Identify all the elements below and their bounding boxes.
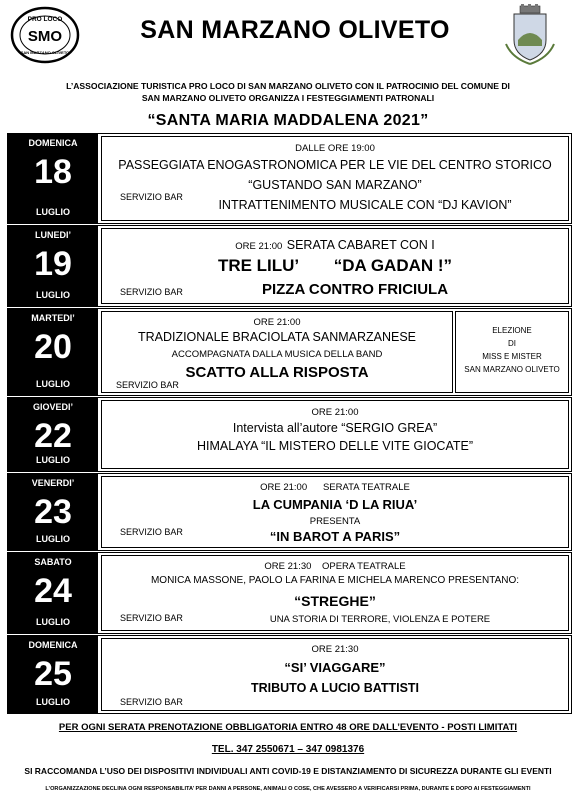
town-crest-icon	[504, 4, 556, 66]
disclaimer: L’ORGANIZZAZIONE DECLINA OGNI RESPONSABILITA’ PER DANNI A PERSONE, ANIMALI O COSE, CHE AVESSERO A VERIFICARSI PRIMA, DURANTE E DOPO AI FESTEGGIAMENTI	[45, 786, 531, 792]
event-title: “SANTA MARIA MADDALENA 2021”	[147, 112, 429, 129]
weekday: DOMENICA	[28, 640, 78, 650]
intro-line-1: L’ASSOCIAZIONE TURISTICA PRO LOCO DI SAN MARZANO OLIVETO CON IL PATROCINIO DEL COMUNE DI	[66, 81, 510, 91]
date-block	[8, 309, 98, 395]
logo-bottom-text: SAN MARZANO OLIVETO	[20, 50, 70, 55]
event-headline	[102, 236, 568, 254]
day-number: 25	[34, 655, 72, 693]
event-row-19	[7, 225, 572, 307]
event-card	[101, 311, 453, 393]
event-headline	[102, 256, 568, 276]
event-row-22	[7, 397, 572, 472]
event-time: ORE 21:00 SERATA TEATRALE	[260, 482, 410, 493]
event-row-20	[7, 308, 572, 396]
date-block	[8, 226, 98, 306]
bar-service: SERVIZIO BAR	[120, 287, 183, 297]
page-title: SAN MARZANO OLIVETO	[140, 16, 450, 44]
side-line: ELEZIONE	[492, 326, 532, 335]
day-number: 24	[34, 572, 72, 610]
side-event-card	[455, 311, 569, 393]
bar-service: SERVIZIO BAR	[120, 613, 183, 623]
event-time: DALLE ORE 19:00	[295, 143, 375, 154]
event-card	[101, 476, 569, 548]
day-number: 22	[34, 417, 72, 455]
date-block	[8, 398, 98, 471]
bar-service: SERVIZIO BAR	[120, 697, 183, 707]
event-card	[101, 136, 569, 221]
month: LUGLIO	[36, 697, 70, 707]
date-block	[8, 474, 98, 550]
day-number: 19	[34, 245, 72, 283]
side-line: MISS E MISTER	[482, 352, 542, 361]
side-line: SAN MARZANO OLIVETO	[464, 365, 560, 374]
event-line: HIMALAYA “IL MISTERO DELLE VITE GIOCATE”	[197, 439, 473, 453]
event-line: “GUSTANDO SAN MARZANO”	[248, 178, 422, 192]
month: LUGLIO	[36, 617, 70, 627]
weekday: VENERDI’	[31, 478, 75, 488]
day-number: 18	[34, 153, 72, 191]
event-line: TRIBUTO A LUCIO BATTISTI	[250, 681, 420, 695]
event-card	[101, 228, 569, 304]
event-time: ORE 21:00	[311, 407, 359, 418]
event-time: ORE 21:30 OPERA TEATRALE	[264, 561, 406, 572]
weekday: GIOVEDI’	[32, 402, 73, 412]
event-card	[101, 555, 569, 631]
event-line: PRESENTA	[309, 516, 361, 527]
bar-service: SERVIZIO BAR	[120, 527, 183, 537]
day-number: 23	[34, 493, 72, 531]
event-line: Intervista all’autore “SERGIO GREA”	[232, 421, 438, 435]
event-card	[101, 400, 569, 469]
event-line: ACCOMPAGNATA DALLA MUSICA DELLA BAND	[171, 349, 383, 360]
show-title: “IN BAROT A PARIS”	[269, 529, 401, 544]
event-line: UNA STORIA DI TERRORE, VIOLENZA E POTERE	[269, 614, 491, 625]
intro-text	[40, 80, 536, 104]
event-row-25	[7, 635, 572, 714]
event-line: SERATA CABARET CON I	[286, 238, 435, 252]
logo-top-text: PRO LOCO	[27, 16, 63, 23]
event-time: ORE 21:00	[253, 317, 301, 328]
logo-mid-text: SMO	[27, 28, 63, 45]
phone-numbers: TEL. 347 2550671 – 347 0981376	[211, 744, 365, 755]
day-number: 20	[34, 328, 72, 366]
covid-notice: SI RACCOMANDA L’USO DEI DISPOSITIVI INDIVIDUALI ANTI COVID-19 E DISTANZIAMENTO DI SICUREZZA DURANTE GLI EVENTI	[24, 766, 552, 776]
month: LUGLIO	[36, 455, 70, 465]
bar-service: SERVIZIO BAR	[120, 192, 183, 202]
side-line: DI	[508, 339, 516, 348]
weekday: LUNEDI’	[35, 230, 71, 240]
event-row-23	[7, 473, 572, 551]
weekday: MARTEDI’	[31, 313, 75, 323]
date-block	[8, 636, 98, 713]
month: LUGLIO	[36, 379, 70, 389]
band-name: SCATTO ALLA RISPOSTA	[185, 364, 369, 381]
event-row-24	[7, 552, 572, 634]
show-name: “DA GADAN !”	[333, 256, 453, 275]
booking-notice: PER OGNI SERATA PRENOTAZIONE OBBLIGATORIA ENTRO 48 ORE DALL’EVENTO - POSTI LIMITATI	[58, 722, 518, 733]
artist-name: TRE LILU’	[217, 256, 299, 275]
bar-service: SERVIZIO BAR	[116, 380, 179, 390]
month: LUGLIO	[36, 290, 70, 300]
show-title: PIZZA CONTRO FRICIULA	[261, 281, 449, 298]
month: LUGLIO	[36, 534, 70, 544]
event-line: PASSEGGIATA ENOGASTRONOMICA PER LE VIE DEL CENTRO STORICO	[118, 158, 552, 172]
event-line: LA CUMPANIA ‘D LA RIUA’	[252, 497, 418, 512]
show-title: “SI’ VIAGGARE”	[284, 660, 386, 675]
show-title: “STREGHE”	[294, 593, 376, 609]
event-time: ORE 21:30	[311, 644, 359, 655]
event-line: TRADIZIONALE BRACIOLATA SANMARZANESE	[137, 330, 417, 344]
month: LUGLIO	[36, 207, 70, 217]
event-line: INTRATTENIMENTO MUSICALE CON “DJ KAVION”	[218, 198, 512, 212]
event-card	[101, 638, 569, 711]
event-row-18	[7, 133, 572, 224]
event-line: MONICA MASSONE, PAOLO LA FARINA E MICHELA MARENCO PRESENTANO:	[150, 575, 520, 586]
intro-line-2: SAN MARZANO OLIVETO ORGANIZZA I FESTEGGIAMENTI PATRONALI	[141, 93, 435, 103]
pro-loco-logo	[10, 6, 80, 64]
date-block	[8, 553, 98, 633]
weekday: SABATO	[34, 557, 72, 567]
weekday: DOMENICA	[28, 138, 78, 148]
event-time: ORE 21:00	[235, 241, 283, 252]
date-block	[8, 134, 98, 223]
